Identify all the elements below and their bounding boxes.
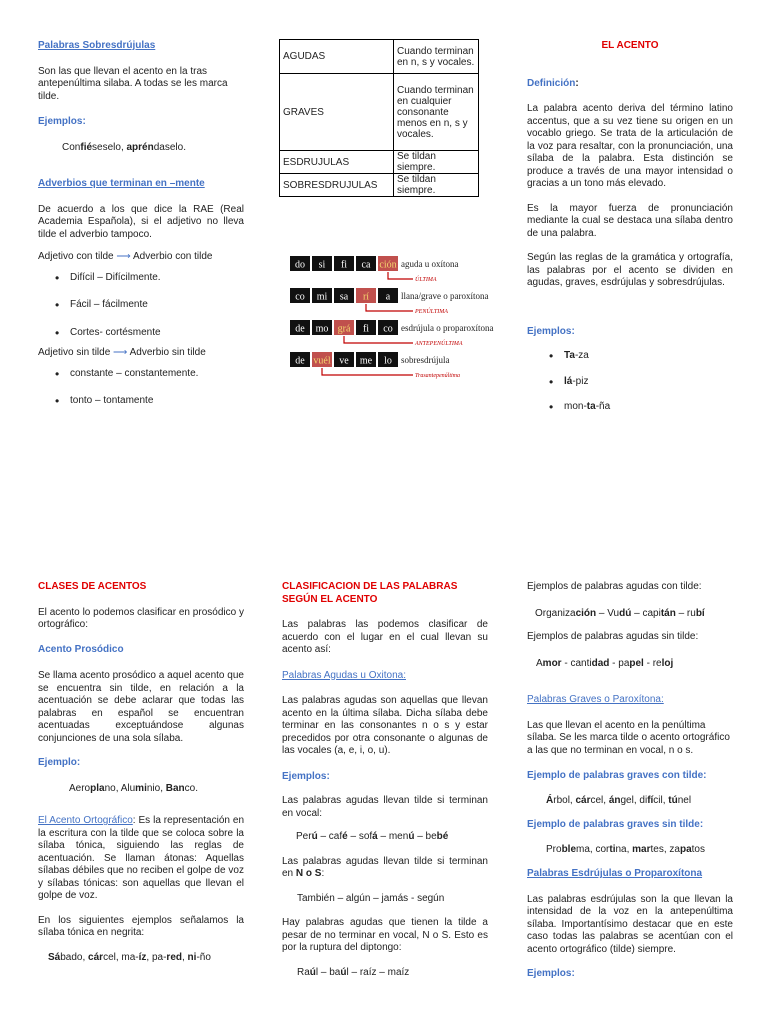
example-part: daselo. [153, 141, 186, 153]
example-part: -ña [595, 401, 611, 412]
example-tonica [38, 952, 244, 965]
example-part: seselo, [92, 141, 127, 153]
example-stress: cár [88, 951, 104, 963]
syllable-label: do [295, 259, 305, 271]
table-cell-type: ESDRUJULAS [280, 151, 394, 174]
accent-rules-table [279, 39, 479, 197]
examples-label: Ejemplos: [282, 770, 330, 782]
paragraph-diptongo: Hay palabras agudas que tienen la tilde a pesar de no terminar en vocal, N o S. Esto es por la ruptura del diptongo: [282, 917, 488, 953]
paragraph-esdrujulas: Las palabras esdrújulas son la que llevan la intensidad de la voz en la antepenúltima sílaba. Importantísimo destacar que en este caso todas las palabras se acentúan con el acento ortográfico (tilde) siempre. [527, 893, 733, 955]
example-part: Aero [69, 782, 91, 794]
example-stress: ú [340, 966, 347, 978]
section-ejemplos-agudas [527, 581, 733, 981]
example-stress: pel [629, 657, 644, 669]
paragraph-ortografico [38, 815, 244, 903]
example-part: bado, [60, 951, 89, 963]
example-stress: án [608, 794, 621, 806]
example-part: – ru [675, 607, 696, 619]
example-agudas-con-tilde [527, 608, 733, 621]
paragraph-adverbios: De acuerdo a los que dice la RAE (Real Academia Española), si el adjetivo no lleva tilde el adverbio tampoco. [38, 203, 244, 240]
paragraph-clases: El acento lo podemos clasificar en prosódico y ortográfico: [38, 606, 244, 630]
example-part: – men [377, 831, 409, 842]
example-part: A [536, 657, 543, 669]
paragraph-tilde-ns [282, 856, 488, 881]
pointer-line [388, 272, 413, 279]
accent-type-label: llana/grave o paroxítona [401, 291, 489, 301]
paragraph-siguientes: En los siguientes ejemplos señalamos la sílaba tónica en negrita: [38, 914, 244, 938]
example-part: -za [574, 350, 589, 361]
example-agudas-sin-tilde [527, 658, 733, 671]
list-item: • Cortes- cortésmente [70, 327, 244, 340]
rule-sin-tilde [38, 347, 244, 360]
syllable-diagram [288, 252, 498, 382]
table-row [280, 174, 479, 197]
example-stress: ción [575, 607, 597, 619]
example-part: rbol, [553, 794, 576, 806]
example-stress: mor [542, 657, 562, 669]
example-stress: bí [695, 607, 705, 619]
ortografico-text: : Es la representación en la escritura con la tilde que se coloca sobre la sílaba tónica, siguiendo las reglas de acentuación. Se llaman átonas: Aquellas sílabas débiles que no reciben el golpe de voz y sílabas tónicas: son aquellas que llevan el golpe de voz. [38, 815, 245, 901]
syllable-label: vuél [313, 355, 331, 367]
example-part: – sof [347, 831, 373, 842]
syllable-label: sa [339, 291, 349, 303]
example-stress: dú [619, 607, 632, 619]
table-row [280, 40, 479, 74]
position-label: PENÚLTIMA [415, 309, 448, 315]
paragraph-reglas: Según las reglas de la gramática y ortografía, las palabras por el acento se dividen en agudas, graves, esdrújulas y sobresdrújulas. [527, 252, 733, 288]
list-sin-tilde [38, 368, 244, 408]
example-part: -piz [572, 375, 589, 387]
syllable-label: fi [362, 323, 370, 335]
definition-colon: : [575, 77, 579, 89]
list-item [564, 401, 733, 414]
arrow-right-icon: ⟶ [113, 347, 128, 358]
rule-con-tilde [38, 251, 244, 264]
example-part: mon- [564, 401, 587, 412]
syllable-label: de [295, 323, 305, 335]
example-stress: ú [311, 831, 318, 842]
heading-adverbios: Adverbios que terminan en –mente [38, 178, 205, 189]
syllable-label: si [318, 259, 326, 271]
example-part: Pro [546, 843, 562, 855]
list-item [564, 350, 733, 363]
list-item: • Fácil – fácilmente [70, 299, 244, 312]
example-stress: ni [187, 951, 197, 963]
syllable-label: mo [315, 323, 329, 335]
example-stress: Ban [165, 782, 185, 794]
section-clasificacion [282, 581, 488, 979]
rule-right: Adverbio con tilde [132, 251, 213, 262]
example-part: l – ba [315, 966, 341, 978]
example-stress: cár [575, 794, 591, 806]
syllable-label: a [385, 291, 391, 303]
page-title: EL ACENTO [601, 40, 659, 51]
paragraph-fuerza: Es la mayor fuerza de pronunciación mediante la cual se destaca una sílaba dentro de una palabra. [527, 202, 733, 239]
example-stress: ú [408, 831, 415, 842]
syllable-label: ca [361, 259, 371, 271]
example-graves-con-tilde [527, 795, 733, 808]
example-part: cel, ma- [103, 951, 139, 963]
example-part: Per [296, 831, 312, 842]
heading-graves: Palabras Graves o Paroxítona: [527, 694, 664, 705]
example-stress: lá [564, 375, 573, 387]
example-part: tos [691, 843, 705, 855]
example-part: – capi [631, 607, 661, 619]
list-item: • tonto – tontamente [70, 395, 244, 408]
example-part: nio, [146, 782, 166, 794]
example-part: cel, [590, 794, 609, 806]
example-prosodico [38, 783, 244, 796]
example-stress: ta [586, 401, 596, 412]
example-part: nel [677, 794, 692, 806]
paragraph-prosodico: Se llama acento prosódico a aquel acento que se encuentra sin tilde, en relación a la acentuación se debe aclarar que todas las palabras en español se encuentran acentuadas exceptuándose algunas conjunciones de una sola sílaba. [38, 670, 244, 744]
examples-label: Ejemplos: [527, 325, 575, 337]
example-part: - canti [561, 657, 592, 669]
paragraph-definition: La palabra acento deriva del término latino accentus, que a su vez tiene su origen en un vocablo griego. Se trata de la articulación de la voz para resaltar, con la pronunciación, una sílaba de la palabra. Esta distinción se produce a través de una mayor intensidad o gracias a un tono más elevado. [527, 103, 733, 189]
position-label: Trasantepenúltima [415, 373, 461, 379]
paragraph-graves: Las que llevan el acento en la penúltima sílaba. Se les marca tilde o acento ortográfico a las que no terminan en vocal, n o s. [527, 719, 730, 756]
example-part: ma, cor [576, 843, 610, 855]
example-stress: íz [138, 951, 147, 963]
example-part: na, [615, 843, 633, 855]
rule-left: Adjetivo con tilde [38, 251, 114, 262]
example-stress: loj [661, 657, 674, 669]
example-part: -ño [196, 951, 211, 963]
example-stress: aprén [126, 141, 154, 153]
table-cell-type: GRAVES [280, 74, 394, 151]
example-sobresdrujulas [38, 142, 244, 155]
example-stress: tú [668, 794, 678, 806]
example-part: Con [62, 141, 81, 153]
list-item: • Difícil – Difícilmente. [70, 272, 244, 285]
paragraph-clasificacion: Las palabras las podemos clasificar de acuerdo con el lugar en el cual llevan su acento así: [282, 619, 488, 655]
example-tilde-vocal [282, 831, 488, 844]
pointer-line [366, 304, 413, 311]
syllable-label: me [359, 355, 373, 367]
paragraph-agudas: Las palabras agudas son aquellas que llevan acento en la última sílaba. Dicha sílaba debe terminar en las consonantes n o s y estar precedidos por otra consonante o algunas de las vocales (a, e, i, o, u). [282, 695, 488, 756]
heading-graves-sin-tilde: Ejemplo de palabras graves sin tilde: [527, 819, 704, 830]
example-part: cil, [653, 794, 669, 806]
example-part: , [181, 951, 188, 963]
arrow-right-icon: ⟶ [116, 251, 131, 262]
tilde-ns-bold: N o S [295, 868, 322, 879]
syllable-label: rí [362, 291, 370, 303]
pointer-line [344, 336, 413, 343]
example-stress: Á [546, 794, 554, 806]
example-part: tes, za [650, 843, 680, 855]
syllable-label: grá [337, 323, 351, 335]
position-label: ÚLTIMA [415, 277, 437, 283]
example-stress: ti [609, 843, 616, 855]
example-part: gel, di [620, 794, 648, 806]
table-row [280, 74, 479, 151]
heading-ortografico: El Acento Ortográfico [38, 815, 133, 826]
example-stress: fié [80, 141, 93, 153]
syllable-label: de [295, 355, 305, 367]
list-item [564, 376, 733, 389]
position-label: ANTEPENÚLTIMA [415, 341, 463, 347]
heading-esdrujulas: Palabras Esdrújulas o Proparoxítona [527, 868, 703, 879]
example-stress: mi [135, 782, 147, 794]
syllable-label: ve [339, 355, 349, 367]
table-cell-rule: Se tildan siempre. [394, 174, 479, 197]
definition-label [527, 78, 733, 91]
example-part: co. [184, 782, 198, 794]
syllable-label: co [295, 291, 305, 303]
paragraph-agudas-sin-tilde: Ejemplos de palabras agudas sin tilde: [527, 631, 699, 642]
examples-list [527, 350, 733, 414]
example-label: Ejemplo: [38, 757, 81, 768]
example-stress: tán [660, 607, 676, 619]
definition-word: Definición [527, 77, 576, 89]
heading-graves-con-tilde: Ejemplo de palabras graves con tilde: [527, 770, 707, 781]
table-cell-type: SOBRESDRUJULAS [280, 174, 394, 197]
section-clases [38, 581, 244, 964]
heading-clases: CLASES DE ACENTOS [38, 581, 147, 592]
pointer-line [322, 368, 413, 375]
example-part: , pa- [146, 951, 167, 963]
tilde-ns-colon: : [321, 868, 325, 879]
example-part: - re [643, 657, 662, 669]
example-diptongo [282, 967, 488, 980]
examples-label: Ejemplos: [527, 968, 575, 979]
syllable-label: ción [379, 259, 397, 271]
example-stress: á [372, 831, 378, 842]
tilde-ns-text: Las palabras agudas llevan tilde si terminan en [282, 855, 488, 879]
example-part: l – raíz – maíz [346, 966, 410, 978]
table-cell-rule: Cuando terminan en cualquier consonante menos en n, s y vocales. [394, 74, 479, 151]
example-part: Organiza [535, 607, 576, 619]
example-stress: mar [632, 843, 651, 855]
example-stress: fí [647, 794, 654, 806]
paragraph-tilde-vocal: Las palabras agudas llevan tilde si terminan en vocal: [282, 795, 488, 819]
accent-type-label: esdrújula o proparoxítona [401, 323, 494, 333]
paragraph-sobresdrujulas: Son las que llevan el acento en la tras antepenúltima silaba. A todas se les marca tilde. [38, 65, 228, 102]
table-cell-rule: Se tildan siempre. [394, 151, 479, 174]
example-stress: Ta [564, 350, 575, 361]
table-cell-type: AGUDAS [280, 40, 394, 74]
list-item: • constante – constantemente. [70, 368, 244, 381]
example-stress: bé [436, 831, 449, 842]
paragraph-agudas-con-tilde: Ejemplos de palabras agudas con tilde: [527, 581, 702, 592]
example-part: – Vu [596, 607, 620, 619]
syllable-label: co [383, 323, 393, 335]
example-part: no, Alu [104, 782, 136, 794]
table-cell-rule: Cuando terminan en n, s y vocales. [394, 40, 479, 74]
syllable-label: fi [340, 259, 348, 271]
heading-agudas: Palabras Agudas u Oxitona: [282, 669, 406, 681]
example-part: – be [414, 831, 437, 842]
example-graves-sin-tilde [527, 844, 733, 857]
heading-sobresdrujulas: Palabras Sobresdrújulas [38, 40, 156, 51]
section-sobresdrujulas [38, 40, 244, 408]
section-el-acento [527, 40, 733, 414]
heading-clasificacion: CLASIFICACION DE LAS PALABRAS SEGÚN EL ACENTO [282, 581, 458, 605]
syllable-label: mi [316, 291, 328, 303]
example-tilde-ns: También – algún – jamás - según [297, 892, 445, 904]
example-stress: é [342, 831, 348, 842]
rule-left: Adjetivo sin tilde [38, 347, 111, 358]
example-part: - pa [609, 657, 630, 669]
accent-type-label: sobresdrújula [401, 355, 450, 365]
table-row [280, 151, 479, 174]
example-stress: ú [309, 966, 316, 978]
syllable-label: lo [384, 355, 392, 367]
accent-type-label: aguda u oxítona [401, 259, 459, 269]
example-stress: pa [679, 843, 692, 855]
example-stress: Sá [48, 951, 61, 963]
list-con-tilde [38, 272, 244, 340]
example-stress: ble [561, 843, 577, 855]
examples-label: Ejemplos: [38, 116, 86, 127]
example-stress: pla [90, 782, 105, 794]
example-part: Ra [297, 966, 310, 978]
example-stress: dad [591, 657, 610, 669]
heading-prosodico: Acento Prosódico [38, 643, 124, 655]
example-stress: red [166, 951, 182, 963]
example-part: – caf [317, 831, 343, 842]
rule-right: Adverbio sin tilde [129, 347, 206, 358]
